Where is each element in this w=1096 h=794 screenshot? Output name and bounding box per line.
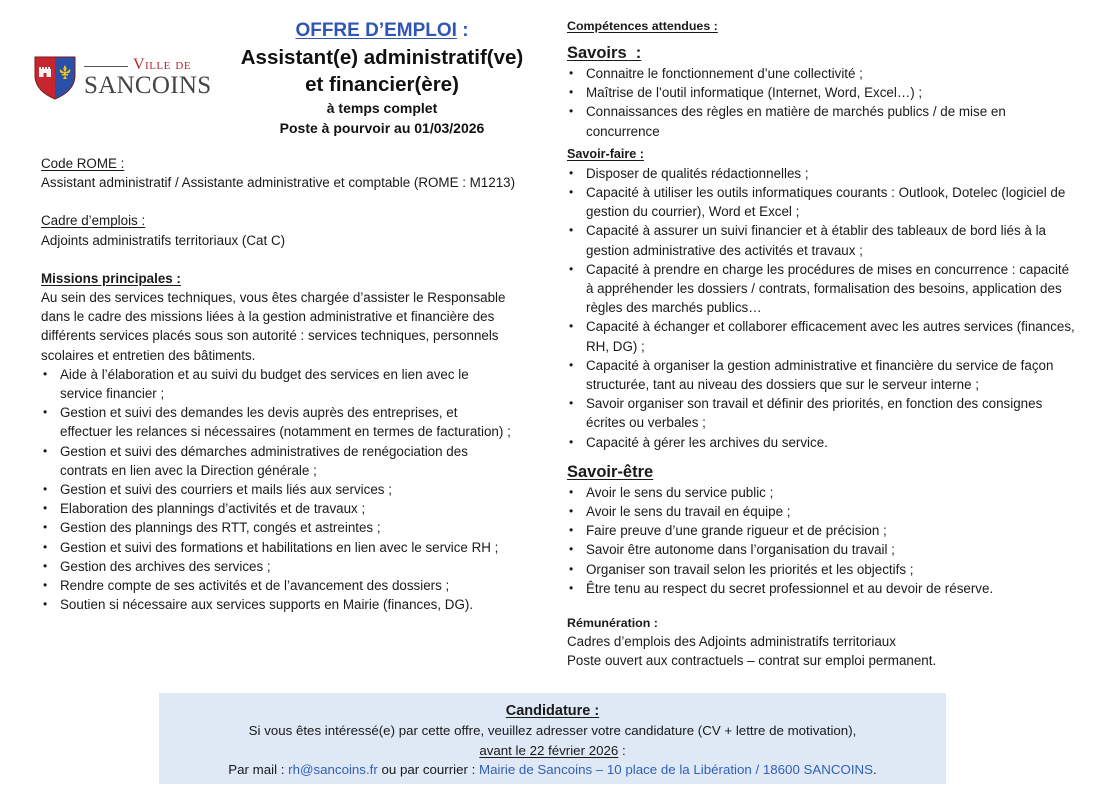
remuneration-line2: Poste ouvert aux contractuels – contrat sur emploi permanent.	[567, 653, 937, 669]
mail-middle: ou par courrier :	[377, 762, 480, 777]
logo-town-name: SANCOINS	[84, 72, 212, 99]
logo-rule	[84, 66, 128, 67]
list-item: • Maîtrise de l’outil informatique (Internet, Word, Excel…) ;	[567, 83, 1077, 102]
list-item: • Capacité à organiser la gestion administrative et financière du service de façon structurée, tant au niveau des dossiers que sur le serveur interne ;	[567, 356, 1077, 394]
town-logo	[33, 55, 212, 103]
list-item: • Capacité à prendre en charge les procédures de mises en concurrence : capacité à appréhender les dossiers / contrats, formalisation des besoins, application des règles des marchés publics…	[567, 260, 1077, 318]
list-item: • Elaboration des plannings d’activités et de travaux ;	[41, 499, 511, 518]
list-item: • Connaissances des règles en matière de marchés publics / de mise en concurrence	[567, 102, 1077, 140]
offer-colon: :	[456, 20, 469, 41]
list-item: • Gestion et suivi des demandes les devis auprès des entreprises, et effectuer les relances si nécessaires (notamment en termes de facturation) ;	[41, 403, 511, 441]
job-schedule: à temps complet	[326, 100, 438, 116]
left-column	[41, 154, 521, 614]
savoir-etre-label: Savoir-être	[567, 462, 654, 481]
list-item: • Gestion des archives des services ;	[41, 557, 511, 576]
candidature-line1: Si vous êtes intéressé(e) par cette offre, veuillez adresser votre candidature (CV + lettre de motivation),	[248, 723, 857, 738]
list-item: • Avoir le sens du travail en équipe ;	[567, 502, 1077, 521]
candidature-box	[159, 693, 946, 784]
list-item: • Soutien si nécessaire aux services supports en Mairie (finances, DG).	[41, 595, 511, 614]
list-item: • Gestion et suivi des formations et habilitations en lien avec le service RH ;	[41, 538, 511, 557]
list-item: • Capacité à assurer un suivi financier et à établir des tableaux de bord liés à la gestion administrative des activités et travaux ;	[567, 221, 1077, 259]
list-item: • Connaitre le fonctionnement d’une collectivité ;	[567, 64, 1077, 83]
list-item: • Capacité à échanger et collaborer efficacement avec les autres services (finances, RH, DG) ;	[567, 317, 1077, 355]
remuneration-label: Rémunération :	[567, 616, 658, 631]
list-item: • Capacité à utiliser les outils informatiques courants : Outlook, Dotelec (logiciel de gestion du courrier), Word et Excel ;	[567, 183, 1077, 221]
contact-end: .	[873, 762, 877, 777]
missions-label: Missions principales :	[41, 270, 181, 286]
list-item: • Gestion et suivi des démarches administratives de renégociation des contrats en lien avec la Direction générale ;	[41, 442, 511, 480]
right-column	[567, 17, 1077, 670]
missions-list	[41, 365, 511, 615]
list-item: • Savoir organiser son travail et définir des priorités, en fonction des consignes écrites ou verbales ;	[567, 394, 1077, 432]
postal-address: Mairie de Sancoins – 10 place de la Libération / 18600 SANCOINS	[479, 762, 873, 777]
coat-of-arms-icon	[33, 55, 77, 101]
list-item: • Organiser son travail selon les priorités et les objectifs ;	[567, 560, 1077, 579]
missions-intro: Au sein des services techniques, vous êtes chargée d’assister le Responsable dans le cadre des missions liées à la gestion administrative et financière des différents services placés sous son autorité : services techniques, personnels scolaires et entretien des bâtiments.	[41, 290, 506, 363]
list-item: • Disposer de qualités rédactionnelles ;	[567, 164, 1077, 183]
cadre-label: Cadre d’emplois :	[41, 213, 146, 229]
job-start-date: Poste à pourvoir au 01/03/2026	[279, 120, 485, 136]
list-item: • Savoir être autonome dans l’organisation du travail ;	[567, 540, 1077, 559]
job-title-block	[222, 18, 542, 138]
offer-heading	[222, 18, 542, 44]
list-item: • Gestion des plannings des RTT, congés et astreintes ;	[41, 518, 511, 537]
list-item: • Gestion et suivi des courriers et mails liés aux services ;	[41, 480, 511, 499]
savoirs-list	[567, 64, 1077, 141]
candidature-deadline-line	[159, 741, 946, 761]
email-link[interactable]: rh@sancoins.fr	[288, 762, 378, 777]
list-item: • Avoir le sens du service public ;	[567, 483, 1077, 502]
savoir-faire-label: Savoir-faire :	[567, 146, 644, 161]
list-item: • Être tenu au respect du secret professionnel et au devoir de réserve.	[567, 579, 1077, 598]
job-title-line1: Assistant(e) administratif(ve)	[240, 46, 524, 69]
rome-text: Assistant administratif / Assistante administrative et comptable (ROME : M1213)	[41, 175, 516, 191]
candidature-deadline: avant le 22 février 2026	[479, 742, 619, 758]
savoir-faire-list	[567, 164, 1077, 452]
candidature-title: Candidature :	[505, 703, 600, 719]
offer-label: OFFRE D’EMPLOI	[295, 20, 457, 41]
deadline-suffix: :	[618, 742, 626, 758]
list-item: • Faire preuve d’une grande rigueur et de précision ;	[567, 521, 1077, 540]
list-item: • Aide à l’élaboration et au suivi du budget des services en lien avec le service financier ;	[41, 365, 511, 403]
cadre-text: Adjoints administratifs territoriaux (Cat C)	[41, 232, 286, 248]
list-item: • Capacité à gérer les archives du service.	[567, 433, 1077, 452]
list-item: • Rendre compte de ses activités et de l’avancement des dossiers ;	[41, 576, 511, 595]
logo-ville-label: Ville de	[133, 56, 192, 73]
job-title-line2: et financier(ère)	[305, 73, 459, 96]
remuneration-line1: Cadres d’emplois des Adjoints administratifs territoriaux	[567, 634, 896, 650]
competences-label: Compétences attendues :	[567, 19, 718, 33]
savoir-etre-list	[567, 483, 1077, 598]
candidature-contact-line	[159, 760, 946, 780]
mail-prefix: Par mail :	[228, 762, 289, 777]
savoirs-label: Savoirs :	[567, 44, 642, 62]
rome-label: Code ROME :	[41, 156, 125, 171]
